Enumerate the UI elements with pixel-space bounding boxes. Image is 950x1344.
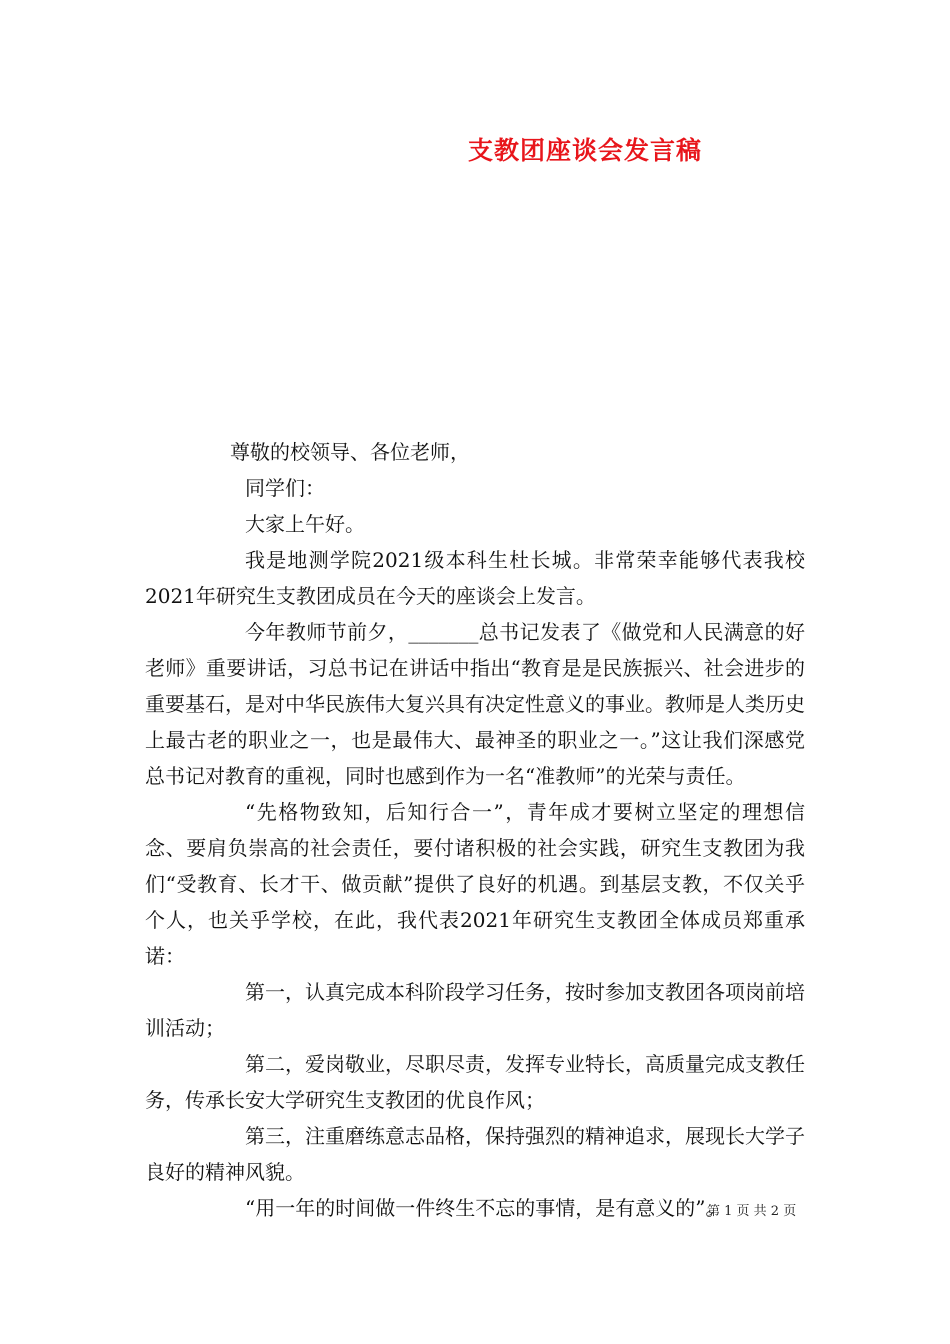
paragraph-5: 第二，爱岗敬业，尽职尽责，发挥专业特长，高质量完成支教任务，传承长安大学研究生支教团的优良作风； [145,1052,805,1112]
paragraph-6: 第三，注重磨练意志品格，保持强烈的精神追求，展现长大学子良好的精神风貌。 [145,1124,805,1184]
document-title: 支教团座谈会发言稿 [467,136,702,165]
paragraph-1: 我是地测学院2021级本科生杜长城。非常荣幸能够代表我校2021年研究生支教团成员在今天的座谈会上发言。 [145,548,805,608]
page-footer: 第 1 页 共 2 页 [707,1204,797,1219]
greeting-line: 大家上午好。 [245,512,365,536]
paragraph-3: “先格物致知，后知行合一”，青年成才要树立坚定的理想信念、要肩负崇高的社会责任，要付诸积极的社会实践，研究生支教团为我们“受教育、长才干、做贡献”提供了良好的机遇。到基层支教，不仅关乎个人，也关乎学校，在此，我代表2021年研究生支教团全体成员郑重承诺： [145,800,805,968]
salutation-line-1: 尊敬的校领导、各位老师， [230,440,470,464]
paragraph-4: 第一，认真完成本科阶段学习任务，按时参加支教团各项岗前培训活动； [145,980,805,1040]
paragraph-7: “用一年的时间做一件终生不忘的事情，是有意义的”。 [245,1196,726,1220]
salutation-line-2: 同学们： [245,476,325,500]
document-body [145,434,805,1226]
paragraph-2: 今年教师节前夕，_______总书记发表了《做党和人民满意的好老师》重要讲话，习总书记在讲话中指出“教育是是民族振兴、社会进步的重要基石，是对中华民族伟大复兴具有决定性意义的事业。教师是人类历史上最古老的职业之一，也是最伟大、最神圣的职业之一。”这让我们深感党总书记对教育的重视，同时也感到作为一名“准教师”的光荣与责任。 [145,620,805,788]
